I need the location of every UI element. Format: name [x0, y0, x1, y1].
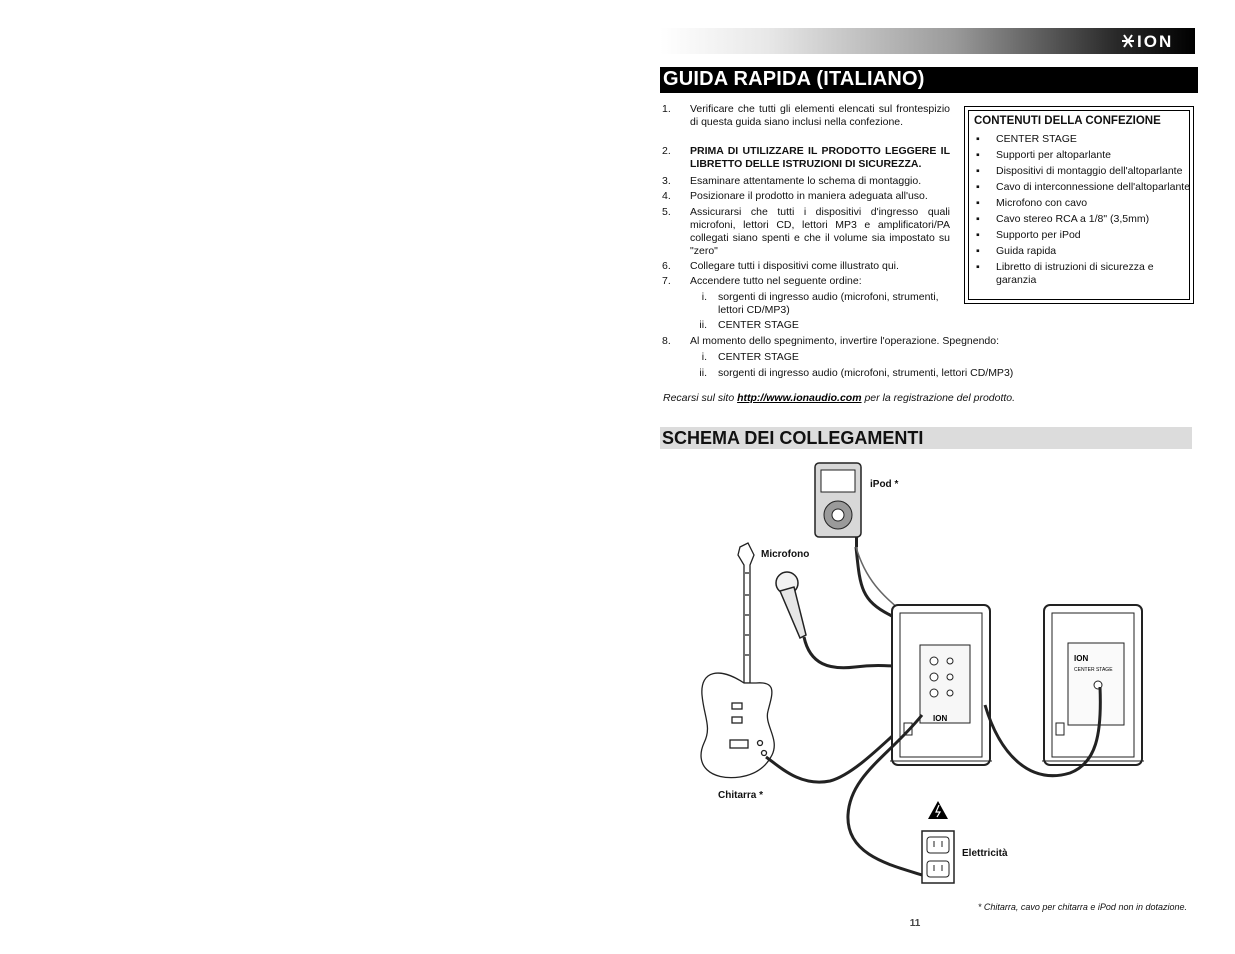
power-outlet-icon	[922, 831, 954, 883]
page-title-bar	[660, 67, 1198, 93]
step-text: Esaminare attentamente lo schema di montaggio.	[690, 175, 922, 187]
electricity-label: Elettricità	[962, 848, 1008, 859]
step-text: Accendere tutto nel seguente ordine:	[690, 275, 862, 287]
ion-logo-icon	[1120, 32, 1192, 50]
section-header	[660, 427, 1192, 449]
step-number: 6.	[662, 260, 671, 272]
center-stage-speaker-main	[890, 605, 992, 765]
microphone-icon	[776, 572, 806, 638]
microphone-label: Microfono	[761, 549, 810, 560]
package-contents-title: CONTENUTI DELLA CONFEZIONE	[974, 115, 1161, 127]
list-item: ▪ Cavo stereo RCA a 1/8" (3,5mm)	[974, 213, 1192, 226]
list-item: ▪ Supporti per altoparlante	[974, 149, 1192, 162]
footnote: * Chitarra, cavo per chitarra e iPod non in dotazione.	[977, 902, 1187, 912]
header-gradient-bar	[660, 28, 1195, 54]
step-text: Posizionare il prodotto in maniera adeguata all'uso.	[690, 190, 928, 202]
sub-text: sorgenti di ingresso audio (microfoni, strumenti, lettori CD/MP3)	[718, 367, 1014, 379]
package-contents-box	[964, 106, 1194, 304]
step-text: Al momento dello spegnimento, invertire l'operazione. Spegnendo:	[690, 335, 1000, 347]
step-number: 1.	[662, 103, 671, 115]
step-number: 2.	[662, 145, 671, 157]
list-item: ▪ Microfono con cavo	[974, 197, 1192, 210]
svg-text:ION: ION	[1074, 654, 1089, 663]
package-contents-list	[974, 133, 1192, 290]
ion-logo	[1116, 28, 1195, 54]
list-item: ▪ Supporto per iPod	[974, 229, 1192, 242]
ipod-icon	[815, 463, 861, 547]
ipod-label: iPod *	[870, 479, 899, 490]
list-item: ▪ CENTER STAGE	[974, 133, 1192, 146]
list-item: ▪ Guida rapida	[974, 245, 1192, 258]
list-item: ▪ Libretto di istruzioni di sicurezza e garanzia	[974, 261, 1192, 287]
svg-text:CENTER STAGE: CENTER STAGE	[1074, 667, 1113, 673]
sub-text: CENTER STAGE	[718, 319, 799, 331]
svg-text:ION: ION	[933, 714, 948, 723]
sub-number: i.	[701, 291, 707, 303]
step-text: Collegare tutti i dispositivi come illustrato qui.	[690, 260, 899, 272]
registration-text-pre: Recarsi sul sito	[663, 392, 738, 404]
registration-note	[663, 392, 1015, 404]
connection-diagram	[660, 455, 1190, 895]
guitar-label: Chitarra *	[718, 790, 764, 801]
electric-warning-icon	[928, 801, 948, 819]
step-number: 3.	[662, 175, 671, 187]
sub-number: i.	[701, 351, 707, 363]
step-text: Assicurarsi che tutti i dispositivi d'ingresso quali microfoni, lettori CD, lettori MP3 e amplificatori/PA collegati siano spenti e che il volume sia impostato su "zero"	[690, 206, 950, 257]
ionaudio-link[interactable]: http://www.ionaudio.com	[737, 392, 862, 404]
center-stage-speaker-second	[1042, 605, 1144, 765]
list-item: ▪ Dispositivi di montaggio dell'altoparlante	[974, 165, 1192, 178]
connection-diagram-svg	[660, 455, 1190, 895]
step-number: 4.	[662, 190, 671, 202]
step-number: 8.	[662, 335, 671, 347]
sub-number: ii.	[699, 367, 707, 379]
list-item: ▪ Cavo di interconnessione dell'altoparlante	[974, 181, 1192, 194]
guitar-icon	[701, 543, 774, 778]
sub-text: CENTER STAGE	[718, 351, 799, 363]
step-text: Verificare che tutti gli elementi elencati sul frontespizio di questa guida siano inclusi nella confezione.	[690, 103, 950, 128]
section-title: SCHEMA DEI COLLEGAMENTI	[662, 428, 924, 448]
sub-number: ii.	[699, 319, 707, 331]
page-number: 11	[909, 918, 921, 929]
sub-text: sorgenti di ingresso audio (microfoni, strumenti, lettori CD/MP3)	[718, 291, 939, 316]
page-title: GUIDA RAPIDA (ITALIANO)	[663, 68, 925, 90]
step-number: 7.	[662, 275, 671, 287]
step-number: 5.	[662, 206, 671, 218]
registration-text-post: per la registrazione del prodotto.	[861, 392, 1016, 404]
step-text: PRIMA DI UTILIZZARE IL PRODOTTO LEGGERE IL LIBRETTO DELLE ISTRUZIONI DI SICUREZZA.	[690, 145, 950, 170]
svg-text:ION: ION	[1136, 32, 1173, 50]
